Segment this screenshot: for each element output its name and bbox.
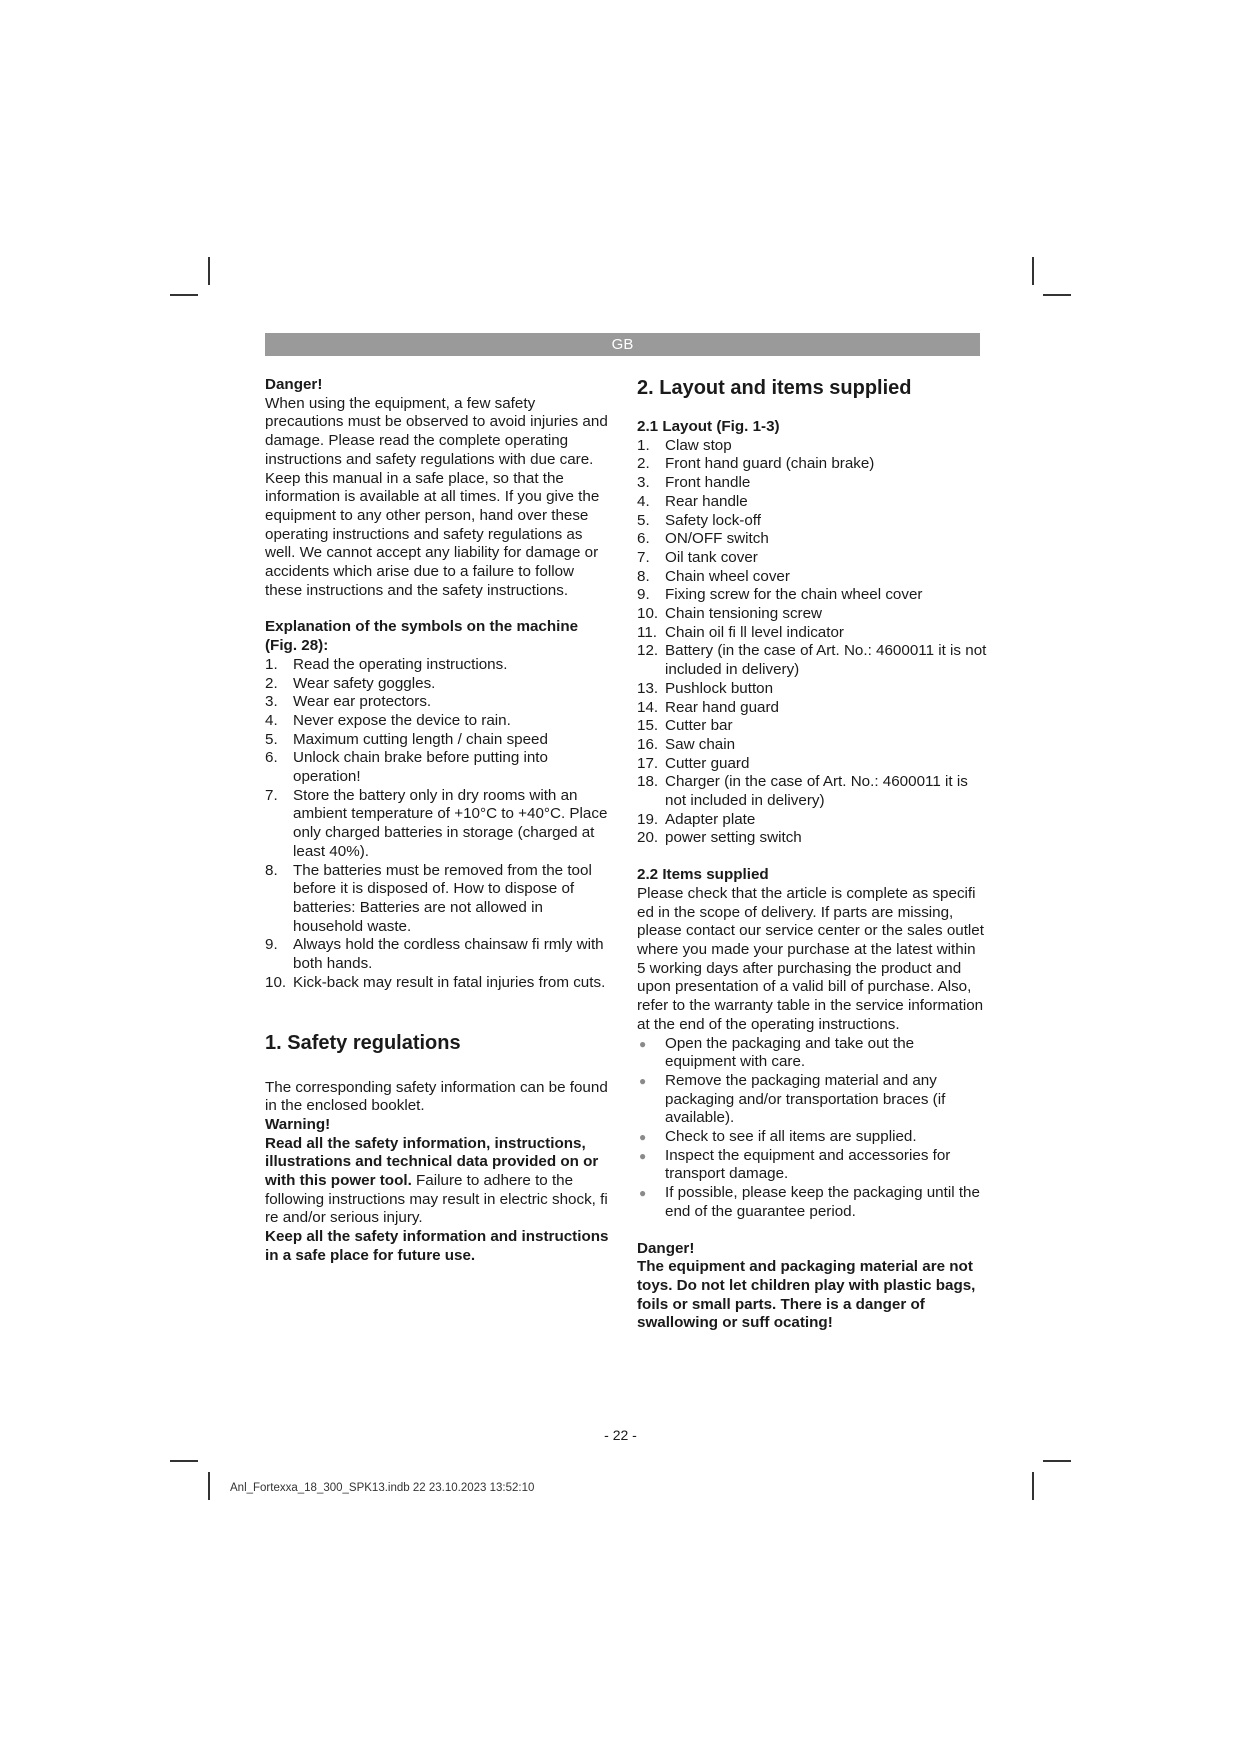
crop-mark-bottom-right	[1043, 1460, 1071, 1462]
list-item: ● If possible, please keep the packaging until the end of the guarantee period.	[639, 1184, 980, 1220]
items-title: 2.2 Items supplied	[637, 866, 769, 884]
list-item: 8. The batteries must be removed from the tool before it is disposed of. How to dispose of batteries: Batteries are not allowed in household waste.	[265, 861, 592, 935]
list-item: 16. Saw chain	[637, 735, 736, 753]
list-item: 1. Read the operating instructions.	[265, 655, 508, 673]
bullet-icon: ●	[639, 1130, 647, 1145]
list-item: ● Remove the packaging material and any packaging and/or transportation braces (if available).	[639, 1071, 946, 1127]
list-item: 18. Charger (in the case of Art. No.: 4600011 it is not included in delivery)	[637, 773, 968, 810]
list-item: 13. Pushlock button	[637, 679, 774, 697]
list-item: 14. Rear hand guard	[637, 698, 779, 716]
list-item: 20. power setting switch	[637, 829, 802, 847]
layout-list	[637, 437, 987, 848]
list-item: 2. Wear safety goggles.	[265, 674, 436, 692]
list-item: 9. Fixing screw for the chain wheel cover	[637, 586, 923, 604]
page-number: - 22 -	[604, 1427, 637, 1443]
symbols-list	[265, 656, 610, 993]
list-item: 19. Adapter plate	[637, 810, 756, 828]
list-item: 17. Cutter guard	[637, 754, 750, 772]
bullet-icon: ●	[639, 1148, 647, 1163]
warning-paragraph: Read all the safety information, instructions, illustrations and technical data provided on or with this power tool. Failure to adhere to the following instructions may result in electric shock, fi re and/or serious injury.	[265, 1134, 608, 1227]
language-label: GB	[611, 336, 634, 353]
list-item: 15. Cutter bar	[637, 717, 733, 735]
list-item: 6. Unlock chain brake before putting into operation!	[265, 749, 548, 786]
list-item: 10. Chain tensioning screw	[637, 605, 823, 623]
crop-mark-bottom-left	[208, 1472, 210, 1500]
crop-mark-top-right	[1043, 294, 1071, 296]
danger-title-right: Danger!	[637, 1239, 695, 1257]
crop-mark-top-left	[208, 257, 210, 285]
right-column	[637, 376, 987, 1333]
list-item: 7. Oil tank cover	[637, 548, 758, 566]
list-item: 4. Never expose the device to rain.	[265, 711, 511, 729]
language-header-bar	[265, 333, 980, 356]
symbols-title: Explanation of the symbols on the machine (Fig. 28):	[265, 618, 579, 655]
list-item: 12. Battery (in the case of Art. No.: 4600011 it is not included in delivery)	[637, 642, 987, 679]
layout-title: 2.1 Layout (Fig. 1-3)	[637, 418, 780, 435]
keep-text: Keep all the safety information and instructions in a safe place for future use.	[265, 1228, 609, 1264]
list-item: 1. Claw stop	[637, 436, 732, 454]
danger-text-right: The equipment and packaging material are not toys. Do not let children play with plastic bags, foils or small parts. There is a danger of swallowing or suff ocating!	[637, 1258, 976, 1332]
list-item: 6. ON/OFF switch	[637, 530, 769, 548]
bullet-icon: ●	[639, 1186, 647, 1201]
warning-title: Warning!	[265, 1115, 331, 1133]
list-item: 3. Wear ear protectors.	[265, 693, 432, 711]
list-item: 3. Front handle	[637, 474, 751, 492]
bullet-icon: ●	[639, 1073, 647, 1088]
list-item: ● Check to see if all items are supplied.	[639, 1128, 917, 1146]
list-item: 7. Store the battery only in dry rooms with an ambient temperature of +10°C to +40°C. Place only charged batteries in storage (charged at least 40%).	[265, 786, 608, 860]
bullet-icon: ●	[639, 1036, 647, 1051]
list-item: ● Open the packaging and take out the equipment with care.	[639, 1034, 915, 1071]
crop-mark-bottom-right	[1032, 1472, 1034, 1500]
list-item: ● Inspect the equipment and accessories for transport damage.	[639, 1146, 951, 1183]
list-item: 10. Kick-back may result in fatal injuries from cuts.	[265, 973, 606, 991]
crop-mark-top-left	[170, 294, 198, 296]
items-checklist	[637, 1035, 987, 1222]
danger-text: When using the equipment, a few safety precautions must be observed to avoid injuries and damage. Please read the complete operating instructions and safety regulations with due care. Keep this manual in a safe place, so that the information is available at all times. If you give the equipment to any other person, hand over these operating instructions and safety regulations as well. We cannot accept any liability for damage or accidents which arise due to a failure to follow these instructions and the safety instructions.	[265, 394, 608, 599]
crop-mark-bottom-left	[170, 1460, 198, 1462]
safety-text: The corresponding safety information can be found in the enclosed booklet.	[265, 1078, 608, 1115]
list-item: 11. Chain oil fi ll level indicator	[637, 623, 844, 641]
list-item: 8. Chain wheel cover	[637, 567, 790, 585]
safety-heading: 1. Safety regulations	[265, 1031, 461, 1054]
list-item: 5. Maximum cutting length / chain speed	[265, 730, 548, 748]
items-text: Please check that the article is complete as specifi ed in the scope of delivery. If parts are missing, please contact our service center or the sales outlet where you made your purchase at the latest within 5 working days after purchasing the product and upon presentation of a valid bill of purchase. Also, refer to the warranty table in the service information at the end of the operating instructions.	[637, 884, 984, 1033]
list-item: 4. Rear handle	[637, 492, 748, 510]
print-footer: Anl_Fortexxa_18_300_SPK13.indb 22 23.10.2023 13:52:10	[230, 1482, 535, 1494]
list-item: 2. Front hand guard (chain brake)	[637, 455, 875, 473]
danger-title: Danger!	[265, 376, 323, 393]
left-column	[265, 376, 610, 1266]
crop-mark-top-right	[1032, 257, 1034, 285]
layout-heading: 2. Layout and items supplied	[637, 377, 912, 399]
list-item: 9. Always hold the cordless chainsaw fi rmly with both hands.	[265, 936, 604, 973]
list-item: 5. Safety lock-off	[637, 511, 761, 529]
